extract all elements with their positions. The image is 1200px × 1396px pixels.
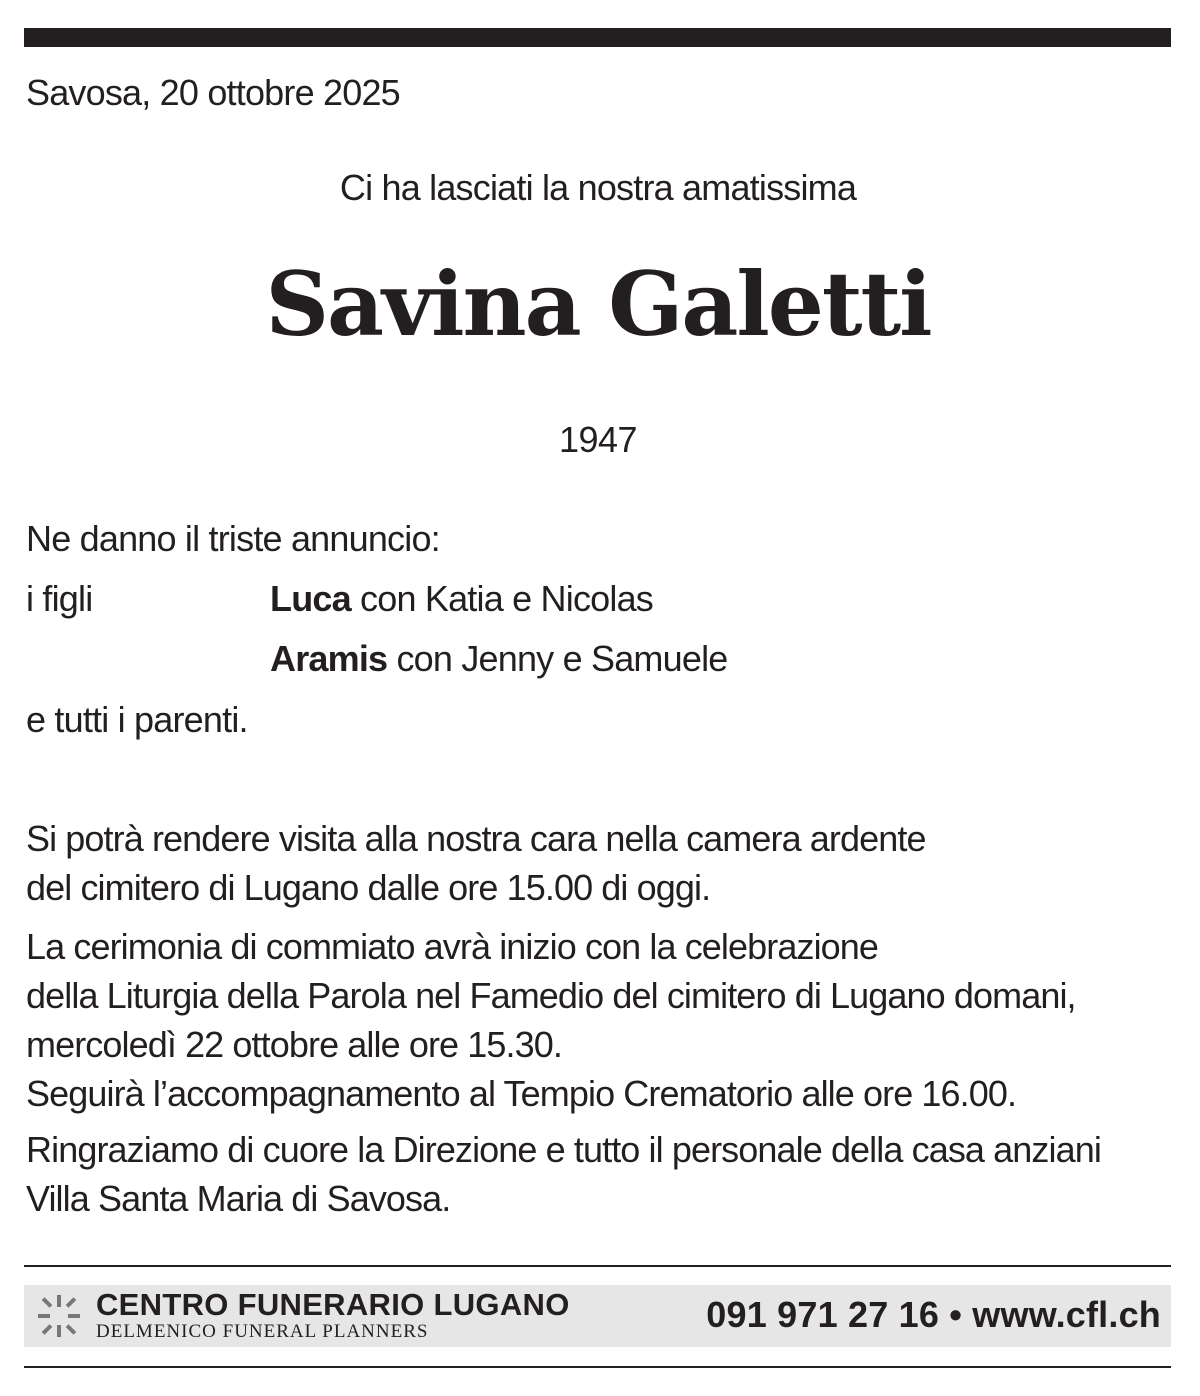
thanks-line: Villa Santa Maria di Savosa. — [26, 1178, 451, 1219]
ceremony-line: mercoledì 22 ottobre alle ore 15.30. — [26, 1024, 562, 1065]
children-label: i figli — [26, 578, 93, 619]
deceased-name: Savina Galetti — [265, 252, 931, 356]
visit-line: del cimitero di Lugano dalle ore 15.00 di oggi. — [26, 867, 711, 908]
ceremony-line: La cerimonia di commiato avrà inizio con la celebrazione — [26, 926, 879, 967]
visit-paragraph — [26, 814, 926, 912]
thanks-paragraph — [26, 1125, 1101, 1223]
funeral-home-footer — [24, 1285, 1171, 1347]
funeral-home-name: CENTRO FUNERARIO LUGANO — [96, 1287, 570, 1322]
child-name: Luca — [270, 578, 351, 619]
child-name: Aramis — [270, 638, 388, 679]
thanks-line: Ringraziamo di cuore la Direzione e tutto il personale della casa anziani — [26, 1129, 1101, 1170]
place-date: Savosa, 20 ottobre 2025 — [26, 72, 400, 113]
ceremony-line: della Liturgia della Parola nel Famedio del cimitero di Lugano domani, — [26, 975, 1076, 1016]
visit-line: Si potrà rendere visita alla nostra cara nella camera ardente — [26, 818, 926, 859]
ceremony-paragraph — [26, 922, 1076, 1118]
funeral-home-subtitle: DELMENICO FUNERAL PLANNERS — [96, 1321, 429, 1342]
intro-text: Ci ha lasciati la nostra amatissima — [339, 167, 857, 208]
cfl-logo-icon — [36, 1293, 82, 1339]
footer-top-rule — [24, 1265, 1171, 1267]
footer-bottom-rule — [24, 1366, 1171, 1368]
child-row — [270, 578, 653, 620]
child-row — [270, 638, 728, 680]
funeral-home-contact: 091 971 27 16 • www.cfl.ch — [706, 1294, 1161, 1335]
ceremony-line: Seguirà l’accompagnamento al Tempio Crematorio alle ore 16.00. — [26, 1073, 1017, 1114]
top-rule — [24, 28, 1171, 47]
announce-text: Ne danno il triste annuncio: — [26, 518, 440, 559]
birth-year: 1947 — [558, 419, 638, 460]
child-family: con Katia e Nicolas — [350, 578, 653, 619]
child-family: con Jenny e Samuele — [387, 638, 728, 679]
relatives-text: e tutti i parenti. — [26, 699, 248, 740]
